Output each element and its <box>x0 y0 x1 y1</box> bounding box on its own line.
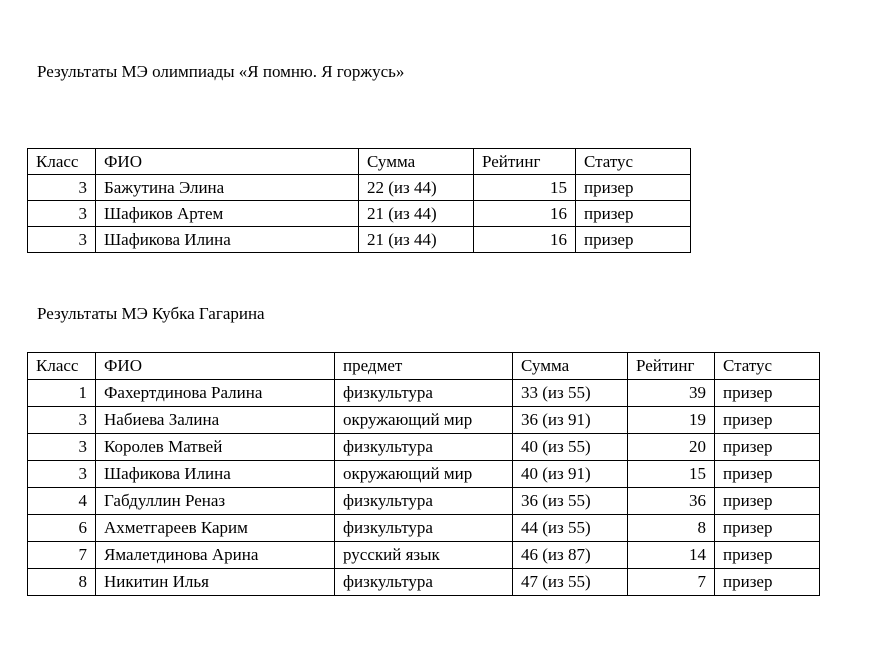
table-row <box>28 407 820 434</box>
cell-status: призер <box>576 201 691 227</box>
cell-rating: 16 <box>474 227 576 253</box>
cell-class: 6 <box>28 515 96 542</box>
cell-sum: 22 (из 44) <box>359 175 474 201</box>
cell-class: 1 <box>28 380 96 407</box>
cell-name: Шафикова Илина <box>96 461 335 488</box>
cell-name: Габдуллин Реназ <box>96 488 335 515</box>
cell-class: 8 <box>28 569 96 596</box>
cell-rating: 20 <box>628 434 715 461</box>
cell-class: 7 <box>28 542 96 569</box>
cell-rating: 7 <box>628 569 715 596</box>
cell-sum: 36 (из 91) <box>513 407 628 434</box>
olympiad-results-table <box>27 148 691 253</box>
cell-rating: 36 <box>628 488 715 515</box>
cell-sum: 21 (из 44) <box>359 201 474 227</box>
cell-name: Королев Матвей <box>96 434 335 461</box>
header-subject: предмет <box>335 353 513 380</box>
cell-status: призер <box>715 569 820 596</box>
header-rating: Рейтинг <box>474 149 576 175</box>
header-sum: Сумма <box>359 149 474 175</box>
cell-rating: 39 <box>628 380 715 407</box>
cell-class: 3 <box>28 434 96 461</box>
gagarin-cup-results-title: Результаты МЭ Кубка Гагарина <box>37 304 265 323</box>
header-class: Класс <box>28 353 96 380</box>
cell-subject: физкультура <box>335 569 513 596</box>
header-status: Статус <box>576 149 691 175</box>
cell-name: Ахметгареев Карим <box>96 515 335 542</box>
cell-class: 3 <box>28 227 96 253</box>
cell-sum: 47 (из 55) <box>513 569 628 596</box>
table-row <box>28 461 820 488</box>
header-name: ФИО <box>96 149 359 175</box>
cell-status: призер <box>715 380 820 407</box>
cell-name: Шафикова Илина <box>96 227 359 253</box>
cell-status: призер <box>715 407 820 434</box>
header-rating: Рейтинг <box>628 353 715 380</box>
cell-status: призер <box>715 434 820 461</box>
cell-subject: физкультура <box>335 434 513 461</box>
cell-class: 3 <box>28 201 96 227</box>
cell-status: призер <box>576 175 691 201</box>
cell-subject: физкультура <box>335 515 513 542</box>
cell-sum: 44 (из 55) <box>513 515 628 542</box>
cell-class: 3 <box>28 407 96 434</box>
cell-status: призер <box>715 542 820 569</box>
table-row <box>28 542 820 569</box>
table-row <box>28 380 820 407</box>
cell-sum: 40 (из 55) <box>513 434 628 461</box>
cell-status: призер <box>715 488 820 515</box>
cell-rating: 8 <box>628 515 715 542</box>
cell-name: Набиева Залина <box>96 407 335 434</box>
cell-subject: физкультура <box>335 488 513 515</box>
cell-status: призер <box>576 227 691 253</box>
gagarin-cup-results-table <box>27 352 820 596</box>
cell-subject: физкультура <box>335 380 513 407</box>
header-status: Статус <box>715 353 820 380</box>
table-row <box>28 175 691 201</box>
cell-name: Шафиков Артем <box>96 201 359 227</box>
cell-sum: 33 (из 55) <box>513 380 628 407</box>
cell-subject: окружающий мир <box>335 407 513 434</box>
header-name: ФИО <box>96 353 335 380</box>
cell-rating: 15 <box>628 461 715 488</box>
header-sum: Сумма <box>513 353 628 380</box>
cell-status: призер <box>715 515 820 542</box>
table-row <box>28 201 691 227</box>
table-row <box>28 488 820 515</box>
cell-rating: 15 <box>474 175 576 201</box>
cell-class: 4 <box>28 488 96 515</box>
cell-name: Фахертдинова Ралина <box>96 380 335 407</box>
cell-sum: 46 (из 87) <box>513 542 628 569</box>
cell-class: 3 <box>28 461 96 488</box>
cell-rating: 14 <box>628 542 715 569</box>
cell-status: призер <box>715 461 820 488</box>
table-row <box>28 569 820 596</box>
cell-sum: 36 (из 55) <box>513 488 628 515</box>
header-class: Класс <box>28 149 96 175</box>
table-header-row <box>28 353 820 380</box>
cell-rating: 16 <box>474 201 576 227</box>
cell-name: Никитин Илья <box>96 569 335 596</box>
cell-subject: окружающий мир <box>335 461 513 488</box>
cell-rating: 19 <box>628 407 715 434</box>
table-row <box>28 227 691 253</box>
cell-sum: 21 (из 44) <box>359 227 474 253</box>
cell-sum: 40 (из 91) <box>513 461 628 488</box>
table-row <box>28 434 820 461</box>
olympiad-results-title: Результаты МЭ олимпиады «Я помню. Я горжусь» <box>37 62 405 81</box>
cell-name: Ямалетдинова Арина <box>96 542 335 569</box>
table-header-row <box>28 149 691 175</box>
cell-class: 3 <box>28 175 96 201</box>
cell-subject: русский язык <box>335 542 513 569</box>
cell-name: Бажутина Элина <box>96 175 359 201</box>
table-row <box>28 515 820 542</box>
